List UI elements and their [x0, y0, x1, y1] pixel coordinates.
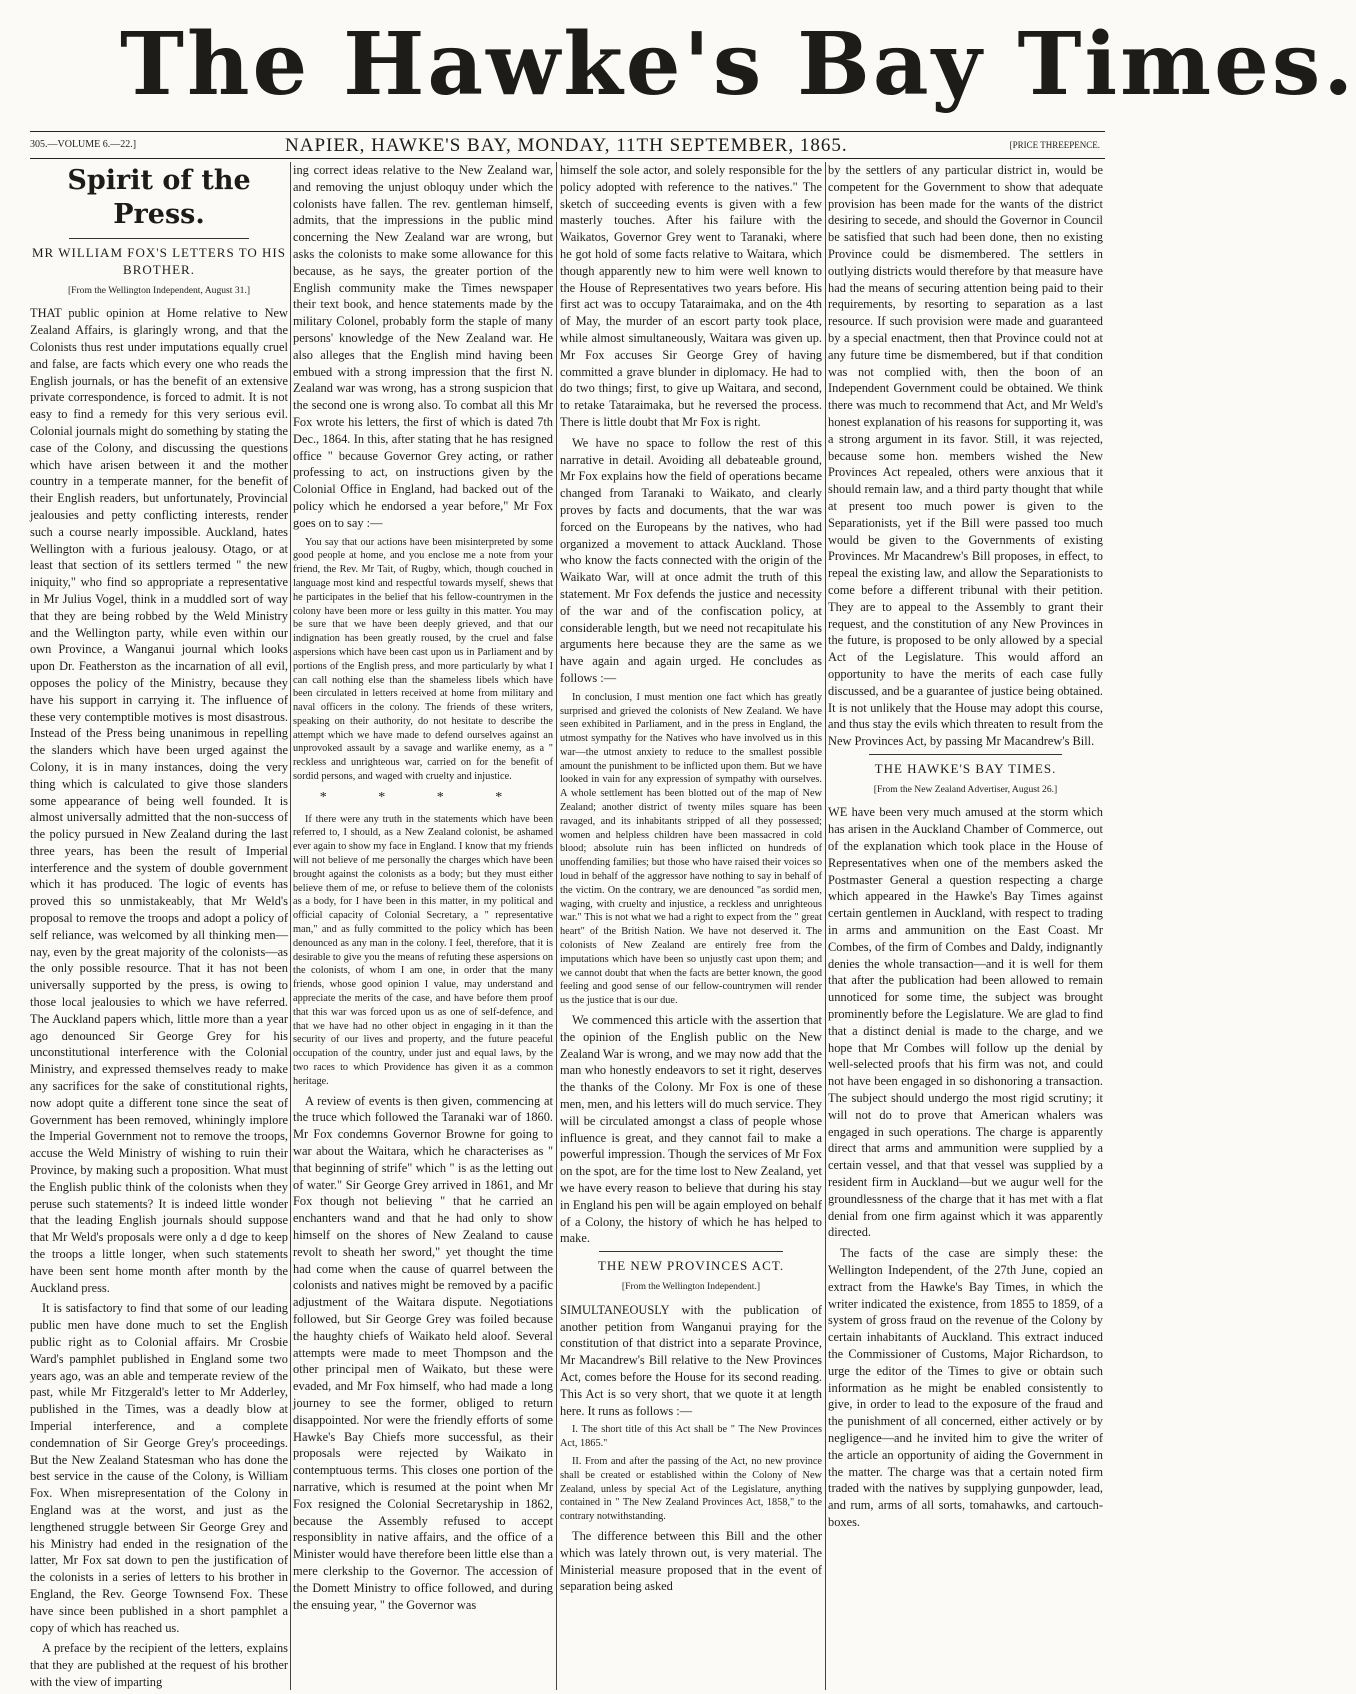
paragraph: WE have been very much amused at the storm which has arisen in the Auckland Chamber of Commerce, out of the explanation which took place in the House of Representatives when one of the members asked the Postmaster General a question respecting a charge which appeared in the Hawke's Bay Times against certain gentlemen in Auckland, with respect to trading in arms and ammunition on the East Coast. Mr Combes, of the firm of Combes and Daldy, indignantly denies the whole transaction—and it is well for them that after the publication had been allowed to remain unnoticed for some time, the subject was brought prominently before the Legislature. We are glad to find that a distinct denial is made to the charge, and we hope that Mr Combes will follow up the denial by well-selected proofs that his firm was not, and could not have been engaged in so dishonoring a transaction. The subject should undergo the most rigid scrutiny; it will not do to prove that American whalers was engaged in such operations. The charge is apparently direct that arms and ammunition were supplied by a certain vessel, and that that vessel was supplied by a resident firm in Auckland—but we augur well for the groundlessness of the charge that it has met with a flat denial from one firm against which it was apparently directed.	[828, 805, 1103, 1240]
column-divider	[556, 162, 557, 1690]
column-3	[560, 162, 822, 1687]
column-1	[30, 162, 288, 1687]
quoted-paragraph: In conclusion, I must mention one fact which has greatly surprised and grieved the colonists of New Zealand. We have seen exhibited in Parliament, and in the press in England, the utmost sympathy for the Natives who have involved us in this war—the utmost anxiety to reduce to the smallest possible amount the punishment to be inflicted upon them. But we have looked in vain for any expression of sympathy with ourselves. A whole settlement has been blotted out of the map of New Zealand; another district of twenty miles square has been ravaged, and its inhabitants stripped of all they possessed; women and helpless children have been massacred in cold blood; absolute ruin has been inflicted on hundreds of unoffending families; but those who have raised their voices so loud in behalf of the aggressor have nothing to say in behalf of the victim. On the contrary, we are denounced "as sordid men, waging, with cruelty and injustice, a reckless and unrighteous war." This is not what we had a right to expect from the " great heart" of the British Nation. We have not deserved it. The colonists of New Zealand are entirely free from the imputations which have been so unjustly cast upon them; and we cannot doubt that when the facts are better known, the good feeling and good sense of our fellow-countrymen will render us the justice that is our due.	[560, 691, 822, 1007]
paragraph: by the settlers of any particular district in, would be competent for the Government to show that adequate provision has been made for the wants of the district desiring to secede, and should the Governor in Council be satisfied that such had been done, then no existing Province could be dismembered. The settlers in outlying districts would therefore by that measure have had the means of securing attention being paid to their requirements, by resorting to separation as a last resource. If such provision were made and guaranteed by a special enactment, then that Province could not at any future time be dismembered, but if that condition was not complied with, then the boon of an Independent Government could be obtained. We think there was much to recommend that Act, and Mr Weld's honest explanation of his reasons for supporting it, was a strong argument in its favor. Still, it was rejected, because some hon. members wished the New Provinces Act repealed, others were anxious that it should remain law, and a third party thought that while at present too much power is given to the Separationists, yet if the Bill were passed too much would be given to the Governments of existing Provinces. Mr Macandrew's Bill proposes, in effect, to repeal the existing law, and allow the Separationists to come before a different tribunal with their petition. They are to appeal to the Assembly to grant their request, and the constitution of any New Provinces in the future, is proposed to be only allowed by a special Act of the Legislature. This would afford an opportunity to have the merits of each case fully discussed, and be a guarantee of justice being obtained. It is not unlikely that the House may adopt this course, and thus stay the evils which threaten to result from the New Provinces Act, by passing Mr Macandrew's Bill.	[828, 163, 1103, 749]
paragraph: A review of events is then given, commencing at the truce which followed the Taranaki war of 1860. Mr Fox condemns Governor Browne for going to war about the Waitara, which he characterises as " that beginning of strife" which " is as the letting out of water." Sir George Grey arrived in 1861, and Mr Fox though not believing " that he carried an enchanters wand and that he had only to show himself on the shores of New Zealand to cause revolt to sheath her sword," yet thought the time had come when the cause of quarrel between the colonists and natives might be removed by a pacific adjustment of the Waitara dispute. Negotiations followed, but Sir George Grey was foiled because the haughty chiefs of Waikato held aloof. Several attempts were made to meet Thompson and the other principal men of Waikato, but these were evaded, and Mr Fox himself, who had made a long journey to see the former, obliged to return disappointed. Nor were the friendly efforts of some Hawke's Bay Chiefs more successful, as their proposals were rejected by Waikato in contemptuous terms. This closes one portion of the narrative, which is resumed at the point when Mr Fox resigned the Colonial Secretaryship in 1862, because the Assembly refused to accept responsiblity in native affairs, and the office of a Minister would have therefore been little else than a mere clerkship to the Governor. The accession of the Domett Ministry to office followed, and during the ensuing year, " the Governor was	[293, 1093, 553, 1612]
article-source: [From the New Zealand Advertiser, August 26.]	[873, 783, 1058, 795]
top-rule	[30, 131, 1105, 132]
paragraph: The facts of the case are simply these: the Wellington Independent, of the 27th June, copied an extract from the Hawke's Bay Times, in which the writer indicated the existence, from 1855 to 1859, of a system of gross fraud on the revenue of the Colony by certain inhabitants of Auckland. This extract induced the Commissioner of Customs, Major Richardson, to urge the editor of the Times to give or obtain such information as he might be enabled consistently to give, in order to lead to the exposure of the fraud and the punishment of all concerned, either actively or by negligence—and he invited him to give the writer of the article an opportunity of aiding the Government in the matter. The charge was that a certain noted firm traded with the natives by supplying gunpowder, lead, and rum, arms of all sorts, tomahawks, and cartouch-boxes.	[828, 1246, 1103, 1529]
divider	[869, 754, 1062, 755]
article-headline: MR WILLIAM FOX'S LETTERS TO HIS BROTHER.	[32, 245, 286, 277]
paragraph: The difference between this Bill and the other which was lately thrown out, is very material. The Ministerial measure proposed that in the event of separation being asked	[560, 1528, 822, 1594]
paragraph: ing correct ideas relative to the New Zealand war, and removing the unjust obloquy under which the colonists have fallen. The rev. gentleman himself, admits, that the impressions in the public mind concerning the New Zealand war are wrong, but asks the colonists to make some allowance for this because, as he says, the greater portion of the English community make the Times newspaper their text book, and hence statements made by the military Colonel, probably form the staple of many persons' knowledge of the New Zealand war. He also alleges that the English mind having been embued with a strong impression that the first N. Zealand war was wrong, has a strong suspicion that the second one is wrong also. To combat all this Mr Fox wrote his letters, the first of which is dated 7th Dec., 1864. In this, after stating that he has resigned office " because Governor Grey acting, or rather professing to act, on instructions given by the Colonial Office in England, had backed out of the policy which he endorsed a year before," Mr Fox goes on to say :—	[293, 163, 553, 530]
paragraph: We have no space to follow the rest of this narrative in detail. Avoiding all debateable ground, Mr Fox explains how the field of operations became changed from Taranaki to Waikato, and clearly proves by facts and documents, that the war was forced on the Europeans by the natives, who had organized a movement to attack Auckland. Those who know the facts connected with the origin of the Waikato War, will at once admit the truth of this statement. Mr Fox defends the justice and necessity of the war and of the confiscation policy, at considerable length, but we need not recapitulate his arguments here because they are the same as we have again and again urged. He concludes as follows :—	[560, 435, 822, 685]
quoted-paragraph: If there were any truth in the statements which have been referred to, I should, as a New Zealand colonist, be ashamed ever again to show my face in England. I know that my friends will not believe of me personally the charges which have been brought against the colonists as a body; but they must either believe them of me, or refuse to believe them of the colonists as a body, for I have been in this matter, in my political and official capacity of Colonial Secretary, a " representative man," and as fully committed to the policy which has been denounced as any man in the colony. I feel, therefore, that it is desirable to give you the means of refuting these aspersions on the colonists, of whom I am one, in order that the many friends, whose good opinion I value, may understand and appreciate the merits of the case, and have before them proof that this war was forced upon us as one of self-defence, and that we have had no other object in engaging in it than the security of our lives and property, and the future peaceful occupation of the country, under just and equal laws, by the two races to which Providence has given it as a common heritage.	[293, 813, 553, 1087]
section-title: Spirit of the Press.	[67, 165, 251, 230]
column-2	[293, 162, 553, 1687]
column-divider	[825, 162, 826, 1690]
quoted-paragraph: You say that our actions have been misinterpreted by some good people at home, and you enclose me a note from your friend, the Rev. Mr Tait, of Rugby, which, though couched in language most kind and respectful towards myself, shews that he participates in the belief that his fellow-countrymen in the colony have been more or less guilty in this matter. You may be sure that we have been deeply grieved, and that our indignation has been greatly roused, by the cruel and false aspersions which have been cast upon us in Parliament and by portions of the English press, and more particularly by what I can call nothing else than the shameless libels which have been circulated in letters received at home from military and naval officers in the colony. The friends of these writers, speaking on their authority, do not hesitate to describe the attempt which we have made to defend ourselves against an unprovoked assault by a savage and warlike enemy, as a " reckless and unrighteous war, carried on for the benefit of sordid persons, and waged with cruelty and injustice.	[293, 536, 553, 783]
issue-number: 305.—VOLUME 6.—22.]	[30, 139, 137, 150]
paragraph: A preface by the recipient of the letters, explains that they are published at the request of his brother with the view of imparting	[30, 1641, 288, 1689]
article-source: [From the Wellington Independent, August 31.]	[67, 284, 251, 296]
quoted-paragraph: I. The short title of this Act shall be " The New Provinces Act, 1865."	[560, 1424, 822, 1450]
article-headline: THE NEW PROVINCES ACT.	[597, 1258, 785, 1274]
paragraph: THAT public opinion at Home relative to New Zealand Affairs, is glaringly wrong, and that the Colonists thus rest under imputations equally cruel and false, are facts which every one who reads the English journals, or has the benefit of an extensive private correspondence, is forced to admit. It is not easy to find a remedy for this very serious evil. Colonial journals might do something by stating the case of the Colony, and discussing the questions which have arisen between it and the mother country in a temperate manner, for the benefit of their English readers, but unfortunately, Provincial jealousies and petty conflicting interests, render such a course nearly impossible. Auckland, hates Wellington with a furious jealousy. Otago, or at least that section of its settlers termed " the new iniquity," who find so appropriate a representative in Mr Julius Vogel, think in a muddled sort of way that they are being robbed by the Weld Ministry and the Wellington party, while even within our own Province, a Wanganui journal which looks upon Dr. Featherston as the incarnation of all evil, opposes the policy of the Ministry, because they have his support in carrying it. The influence of these very contemptible motives is most disastrous. Instead of the Press being unanimous in repelling the slanders which have been urged against the Colony, it is in many instances, doing the very thing which is calculated to give those slanders some appearance of being well founded. It is almost universally admitted that the non-success of the policy pursued in New Zealand during the last three years, has been the result of Imperial interference and the system of double government which it has produced. The logic of events has proved this so unmistakeably, that Mr Weld's proposal to remove the troops and adopt a policy of self reliance, was welcomed by all thinking men—nay, even by the great majority of the colonists—as the only possible resource. That it has not been universally supported by the press, is owing to those local jealousies to which we have referred. The Auckland papers which, little more than a year ago denounced Sir George Grey for his unconstitutional interference with the Colonial Ministry, and expressed themselves ready to make any sacrifices for the sake of constitutional rights, now adopt quite a different tone since the seat of Government has been removed, whiningly implore the Imperial Government not to remove the troops, accuse the Weld Ministry of wishing to ruin their Province, by making such a proposition. What must the English public think of the colonists when they peruse such statements? It is indeed little wonder that the leading English journals should suppose that Mr Weld's proposals were only a d dge to keep the troops a little longer, when such statements have been sent home month after month by the Auckland press.	[30, 306, 288, 1295]
quoted-paragraph: II. From and after the passing of the Act, no new province shall be created or established within the Colony of New Zealand, unless by special Act of the Legislature, anything contained in " The New Zealand Provinces Act, 1858," to the contrary notwithstanding.	[560, 1455, 822, 1523]
dateline-rule	[30, 158, 1105, 159]
dateline	[30, 135, 1100, 155]
article-headline: THE HAWKE'S BAY TIMES.	[874, 760, 1057, 776]
divider	[69, 238, 250, 239]
price: [PRICE THREEPENCE.	[1009, 140, 1100, 150]
column-4	[828, 162, 1103, 1687]
paragraph: SIMULTANEOUSLY with the publication of another petition from Wanganui praying for the constitution of that district into a separate Province, Mr Macandrew's Bill relative to the New Provinces Act, comes before the House for its second reading. This Act is so very short, that we quote it at length here. It runs as follows :—	[560, 1302, 822, 1418]
divider	[599, 1251, 782, 1252]
column-divider	[290, 162, 291, 1690]
article-source: [From the Wellington Independent.]	[621, 1280, 761, 1292]
paragraph: We commenced this article with the assertion that the opinion of the English public on the New Zealand War is wrong, and we may now add that the man who honestly endeavors to set it right, deserves the thanks of the Colony. Mr Fox is one of these men, men, and his letters will do much service. They will be circulated amongst a class of people whose influence is great, and they cannot fail to make a powerful impression. Though the services of Mr Fox on the spot, are for the time lost to New Zealand, yet we have every reason to believe that during his stay in England his pen will be again employed on behalf of a Colony, the history of which he has helped to make.	[560, 1013, 822, 1246]
paragraph: It is satisfactory to find that some of our leading public men have done much to set the English public right as to Colonial affairs. Mr Crosbie Ward's pamphlet published in England some two years ago, was an able and temperate review of the past, while Mr Fitzgerald's letter to Mr Adderley, published in the Times, was a deadly blow at Imperial interference, and a complete condemnation of Sir George Grey's proceedings. But the New Zealand Statesman who has done the best service in the cause of the Colony, is William Fox. When misrepresentation of the Colony in England was at the worst, and just as the lengthened struggle between Sir George Grey and his Ministry had ended in the resignation of the latter, Mr Fox sat down to pen the justification of the colonists in a series of letters to his brother in England, the Rev. George Townsend Fox. These have since been published in a short pamphlet a copy of which has reached us.	[30, 1301, 288, 1635]
paragraph: himself the sole actor, and solely responsible for the policy adopted with reference to the natives." The sketch of succeeding events is given with a few masterly touches. After his failure with the Waikatos, Governor Grey went to Taranaki, where he got hold of some facts relative to Waitara, which though apparently new to him were well known to the House of Representatives two years before. His first act was to occupy Tataraimaka, and on the 4th of May, the murder of an escort party took place, while almost simultaneously, Waitara was given up. Mr Fox accuses Sir George Grey of having committed a grave blunder in diplomacy. He had to do two things; first, to give up Waitara, and second, to retake Tataraimaka, but he reversed the process. There is little doubt that Mr Fox is right.	[560, 163, 822, 429]
place-date: NAPIER, HAWKE'S BAY, MONDAY, 11TH SEPTEMBER, 1865.	[285, 135, 848, 156]
masthead-title: The Hawke's Bay Times.	[120, 14, 1356, 115]
section-break: * * * *	[319, 789, 527, 805]
